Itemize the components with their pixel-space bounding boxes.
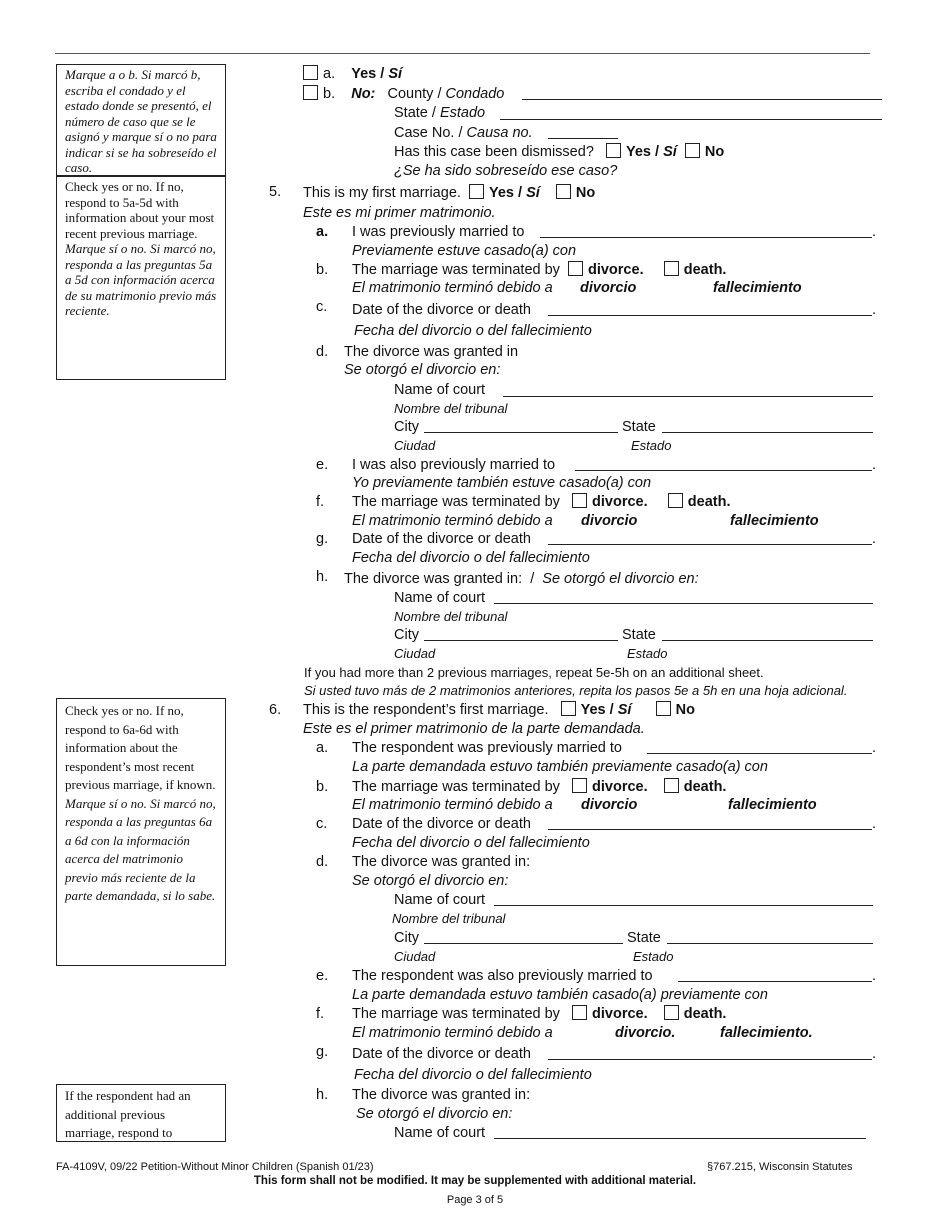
section-6-first-marriage-es: Este es el primer matrimonio de la parte demandada. — [303, 721, 645, 737]
dismissed-question-es: ¿Se ha sido sobreseído ese caso? — [394, 163, 618, 179]
s6b-row: The marriage was terminated by divorce. death. — [352, 779, 727, 795]
s5d-court-label: Name of court — [394, 382, 486, 398]
s5h-court-label: Name of court — [394, 590, 486, 606]
s6-letter-h: h. — [316, 1087, 329, 1103]
s5-first-no-checkbox[interactable] — [556, 184, 571, 199]
s5c-input-line[interactable] — [548, 315, 872, 316]
s5d-city-label: City — [394, 419, 419, 435]
option-b-row: b. No: County / Condado — [303, 85, 504, 103]
state-input-line[interactable] — [500, 119, 882, 120]
s6c-input-line[interactable] — [548, 829, 872, 830]
s5h-state-input-line[interactable] — [662, 640, 873, 641]
s5a-label-es: Previamente estuve casado(a) con — [352, 243, 577, 259]
dismissed-question: Has this case been dismissed? Yes / Sí No — [394, 144, 725, 160]
s5-letter-a: a. — [316, 224, 329, 240]
s5d-court-input-line[interactable] — [503, 396, 873, 397]
footer-statute: §767.215, Wisconsin Statutes — [707, 1161, 853, 1173]
sidebar-note-first-marriage: Check yes or no. If no, respond to 5a-5d with information about your most recent previous marriage. Marque sí o no. Si marcó no, responda a las preguntas 5a a 5d con información acerca de su matrimonio previo más reciente. — [56, 176, 226, 380]
s6g-input-line[interactable] — [548, 1059, 872, 1060]
s6d-state-input-line[interactable] — [667, 943, 873, 944]
section-5-first-marriage-es: Este es mi primer matrimonio. — [303, 205, 496, 221]
page-number: Page 3 of 5 — [446, 1194, 504, 1206]
s6c-label-es: Fecha del divorcio o del fallecimiento — [352, 835, 590, 851]
s6-letter-d: d. — [316, 854, 329, 870]
s6a-input-line[interactable] — [647, 753, 872, 754]
s5h-city-input-line[interactable] — [424, 640, 618, 641]
sidebar-note-additional-marriage: If the respondent had an additional previous marriage, respond to — [56, 1084, 226, 1142]
option-a-checkbox[interactable] — [303, 65, 318, 80]
s6d-court-label: Name of court — [394, 892, 486, 908]
s5g-label-es: Fecha del divorcio o del fallecimiento — [352, 550, 590, 566]
s6h-label: The divorce was granted in: — [352, 1087, 531, 1103]
section-6-first-marriage: This is the respondent’s first marriage. Yes / Sí No — [303, 702, 695, 718]
s6e-label-es: La parte demandada estuvo también casado(a) previamente con — [352, 987, 768, 1003]
option-a-row: a. Yes / Sí — [303, 65, 402, 83]
sidebar-note-county: Marque a o b. Si marcó b, escriba el condado y el estado donde se presentó, el número de caso que se le asignó y marque sí o no para indicar si se ha sobreseído el caso. — [56, 64, 226, 176]
s5b-row: The marriage was terminated by divorce. death. — [352, 262, 727, 278]
s5a-input-line[interactable] — [540, 237, 872, 238]
s5c-label-es: Fecha del divorcio o del fallecimiento — [354, 323, 592, 339]
s6-letter-b: b. — [316, 779, 329, 795]
s6f-label-es: El matrimonio terminó debido a — [352, 1025, 553, 1041]
s6-letter-g: g. — [316, 1044, 329, 1060]
section-6-number: 6. — [269, 702, 282, 718]
case-number-label: Case No. / Causa no. — [394, 125, 533, 141]
s6e-label: The respondent was also previously married to — [352, 968, 653, 984]
s6g-label-es: Fecha del divorcio o del fallecimiento — [354, 1067, 592, 1083]
s6h-label-es: Se otorgó el divorcio en: — [356, 1106, 513, 1122]
s6a-label: The respondent was previously married to — [352, 740, 622, 756]
s5b-label-es: El matrimonio terminó debido a — [352, 280, 553, 296]
s6a-label-es: La parte demandada estuvo también previamente casado(a) con — [352, 759, 768, 775]
s6c-label: Date of the divorce or death — [352, 816, 531, 832]
county-input-line[interactable] — [522, 99, 882, 100]
s5h-label: The divorce was granted in: / Se otorgó el divorcio en: — [344, 571, 699, 587]
s5h-city-label: City — [394, 627, 419, 643]
s5-letter-f: f. — [316, 494, 325, 510]
s5c-label: Date of the divorce or death — [352, 302, 531, 318]
section-5-first-marriage: This is my first marriage. Yes / Sí No — [303, 185, 596, 201]
s6b-divorce-checkbox[interactable] — [572, 778, 587, 793]
s6f-divorce-checkbox[interactable] — [572, 1005, 587, 1020]
s6-letter-a: a. — [316, 740, 329, 756]
s5f-row: The marriage was terminated by divorce. death. — [352, 494, 731, 510]
s6b-death-checkbox[interactable] — [664, 778, 679, 793]
s6d-court-input-line[interactable] — [494, 905, 873, 906]
s6f-death-checkbox[interactable] — [664, 1005, 679, 1020]
s6-first-no-checkbox[interactable] — [656, 701, 671, 716]
s5a-label: I was previously married to — [352, 224, 525, 240]
footer-form-id: FA-4109V, 09/22 Petition-Without Minor Children (Spanish 01/23) — [56, 1161, 374, 1173]
s5b-divorce-checkbox[interactable] — [568, 261, 583, 276]
s6-letter-c: c. — [316, 816, 328, 832]
s5e-label: I was also previously married to — [352, 457, 556, 473]
dismissed-yes-checkbox[interactable] — [606, 143, 621, 158]
s5d-city-input-line[interactable] — [424, 432, 618, 433]
s6f-row: The marriage was terminated by divorce. death. — [352, 1006, 727, 1022]
s5-letter-g: g. — [316, 531, 329, 547]
s5d-state-input-line[interactable] — [662, 432, 873, 433]
s5e-label-es: Yo previamente también estuve casado(a) con — [352, 475, 652, 491]
s5f-death-checkbox[interactable] — [668, 493, 683, 508]
s5-letter-b: b. — [316, 262, 329, 278]
s5-letter-e: e. — [316, 457, 329, 473]
s6-letter-f: f. — [316, 1006, 325, 1022]
s5d-label-es: Se otorgó el divorcio en: — [344, 362, 501, 378]
s5b-death-checkbox[interactable] — [664, 261, 679, 276]
sidebar-note-respondent-marriage: Check yes or no. If no, respond to 6a-6d with information about the respondent’s most recent previous marriage, if known. Marque sí o no. Si marcó no, responda a las preguntas 6a a 6d con la información acerca del matrimonio previo más reciente de la parte demandada, si lo sabe. — [56, 698, 226, 966]
s6d-label: The divorce was granted in: — [352, 854, 531, 870]
s5-more-marriages-note: If you had more than 2 previous marriages, repeat 5e-5h on an additional sheet. — [304, 665, 764, 680]
s5e-input-line[interactable] — [575, 470, 872, 471]
s5g-input-line[interactable] — [548, 544, 872, 545]
s6g-label: Date of the divorce or death — [352, 1046, 531, 1062]
footer-notice: This form shall not be modified. It may be supplemented with additional material. — [253, 1175, 697, 1187]
section-5-number: 5. — [269, 184, 282, 200]
s5-first-yes-checkbox[interactable] — [469, 184, 484, 199]
s5g-label: Date of the divorce or death — [352, 531, 531, 547]
s5f-label-es: El matrimonio terminó debido a — [352, 513, 553, 529]
top-rule — [55, 53, 870, 54]
case-number-input-line[interactable] — [548, 138, 618, 139]
s5-letter-c: c. — [316, 299, 328, 315]
s6-first-yes-checkbox[interactable] — [561, 701, 576, 716]
s6d-label-es: Se otorgó el divorcio en: — [352, 873, 509, 889]
s5-letter-d: d. — [316, 344, 329, 360]
s6b-label-es: El matrimonio terminó debido a — [352, 797, 553, 813]
s5-more-marriages-note-es: Si usted tuvo más de 2 matrimonios anteriores, repita los pasos 5e a 5h en una hoja adicional. — [304, 683, 848, 698]
s6e-input-line[interactable] — [678, 981, 872, 982]
s6d-city-label: City — [394, 930, 419, 946]
state-label: State / Estado — [394, 105, 486, 121]
s6d-city-input-line[interactable] — [424, 943, 623, 944]
s6h-court-label: Name of court — [394, 1125, 486, 1141]
s5f-divorce-checkbox[interactable] — [572, 493, 587, 508]
dismissed-no-checkbox[interactable] — [685, 143, 700, 158]
option-b-checkbox[interactable] — [303, 85, 318, 100]
s5d-label: The divorce was granted in — [344, 344, 519, 360]
s5-letter-h: h. — [316, 569, 329, 585]
s6h-court-input-line[interactable] — [494, 1138, 866, 1139]
s6-letter-e: e. — [316, 968, 329, 984]
s5h-state-label: State — [622, 627, 656, 643]
s6d-state-label: State — [627, 930, 661, 946]
s5d-state-label: State — [622, 419, 656, 435]
s5h-court-input-line[interactable] — [494, 603, 873, 604]
